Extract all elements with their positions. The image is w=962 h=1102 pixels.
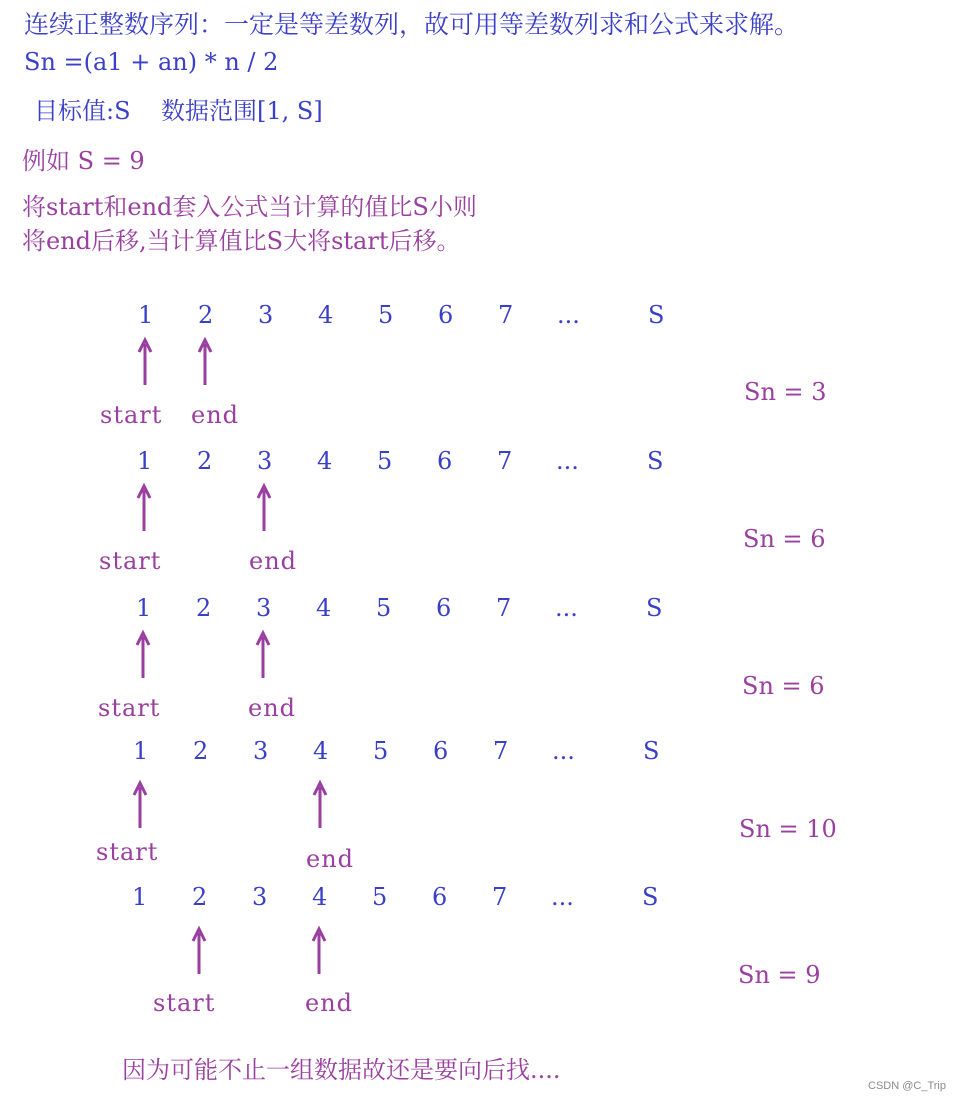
start-arrow-icon — [137, 340, 153, 386]
sequence-number: 1 — [138, 301, 154, 329]
sequence-number: ... — [555, 594, 578, 622]
sequence-number: 3 — [253, 737, 269, 765]
sequence-number: 5 — [377, 447, 393, 475]
start-label: start — [99, 547, 162, 575]
start-arrow-icon — [136, 486, 152, 532]
start-arrow-icon — [191, 929, 207, 975]
sequence-number: 7 — [497, 447, 513, 475]
sequence-number: 4 — [316, 594, 332, 622]
sequence-number: S — [643, 737, 660, 765]
sequence-number: 4 — [312, 883, 328, 911]
end-arrow-icon — [311, 929, 327, 975]
start-arrow-icon — [132, 783, 148, 829]
sequence-number: 7 — [498, 301, 514, 329]
start-label: start — [96, 838, 159, 866]
sequence-number: 5 — [376, 594, 392, 622]
sequence-number: 1 — [137, 447, 153, 475]
end-label: end — [305, 989, 354, 1017]
end-arrow-icon — [255, 633, 271, 679]
sequence-number: 1 — [136, 594, 152, 622]
sequence-number: 7 — [492, 883, 508, 911]
end-label: end — [191, 401, 240, 429]
sequence-number: 1 — [133, 737, 149, 765]
rule-line-1: 将start和end套入公式当计算的值比S小则 — [22, 193, 477, 221]
footer-note: 因为可能不止一组数据故还是要向后找.... — [122, 1056, 561, 1084]
sum-value: Sn = 6 — [743, 525, 826, 553]
rule-line-2: 将end后移,当计算值比S大将start后移。 — [22, 227, 461, 255]
sequence-number: 4 — [317, 447, 333, 475]
sequence-number: S — [647, 447, 664, 475]
sequence-number: 4 — [318, 301, 334, 329]
sequence-number: 5 — [378, 301, 394, 329]
watermark: CSDN @C_Trip — [868, 1080, 946, 1092]
sequence-number: 3 — [258, 301, 274, 329]
sequence-number: 2 — [192, 883, 208, 911]
sequence-number: 6 — [433, 737, 449, 765]
sum-value: Sn = 6 — [742, 672, 825, 700]
sequence-number: 5 — [373, 737, 389, 765]
sequence-number: S — [648, 301, 665, 329]
sequence-number: 3 — [252, 883, 268, 911]
sequence-number: S — [646, 594, 663, 622]
sequence-number: 2 — [193, 737, 209, 765]
start-label: start — [100, 401, 163, 429]
sequence-number: 6 — [436, 594, 452, 622]
sequence-number: 2 — [197, 447, 213, 475]
sum-value: Sn = 3 — [744, 378, 827, 406]
sequence-number: 6 — [438, 301, 454, 329]
end-arrow-icon — [312, 783, 328, 829]
sequence-number: 1 — [132, 883, 148, 911]
sequence-number: ... — [552, 737, 575, 765]
sequence-number: S — [642, 883, 659, 911]
target-range: 目标值:S 数据范围[1, S] — [34, 97, 323, 125]
end-arrow-icon — [256, 486, 272, 532]
end-arrow-icon — [197, 340, 213, 386]
sequence-number: 6 — [432, 883, 448, 911]
sequence-number: 7 — [496, 594, 512, 622]
sequence-number: 6 — [437, 447, 453, 475]
sequence-number: 2 — [198, 301, 214, 329]
sequence-number: 7 — [493, 737, 509, 765]
sequence-number: 3 — [257, 447, 273, 475]
sequence-number: 5 — [372, 883, 388, 911]
sum-value: Sn = 10 — [739, 815, 837, 843]
start-arrow-icon — [135, 633, 151, 679]
sequence-number: 2 — [196, 594, 212, 622]
start-label: start — [153, 989, 216, 1017]
sequence-number: 4 — [313, 737, 329, 765]
formula: Sn =(a1 + an) * n / 2 — [24, 48, 279, 76]
end-label: end — [248, 694, 297, 722]
end-label: end — [306, 845, 355, 873]
sequence-number: 3 — [256, 594, 272, 622]
sequence-number: ... — [556, 447, 579, 475]
end-label: end — [249, 547, 298, 575]
start-label: start — [98, 694, 161, 722]
intro-line: 连续正整数序列：一定是等差数列，故可用等差数列求和公式来求解。 — [24, 10, 800, 39]
sequence-number: ... — [551, 883, 574, 911]
example: 例如 S = 9 — [22, 147, 145, 175]
sum-value: Sn = 9 — [738, 961, 821, 989]
sequence-number: ... — [557, 301, 580, 329]
